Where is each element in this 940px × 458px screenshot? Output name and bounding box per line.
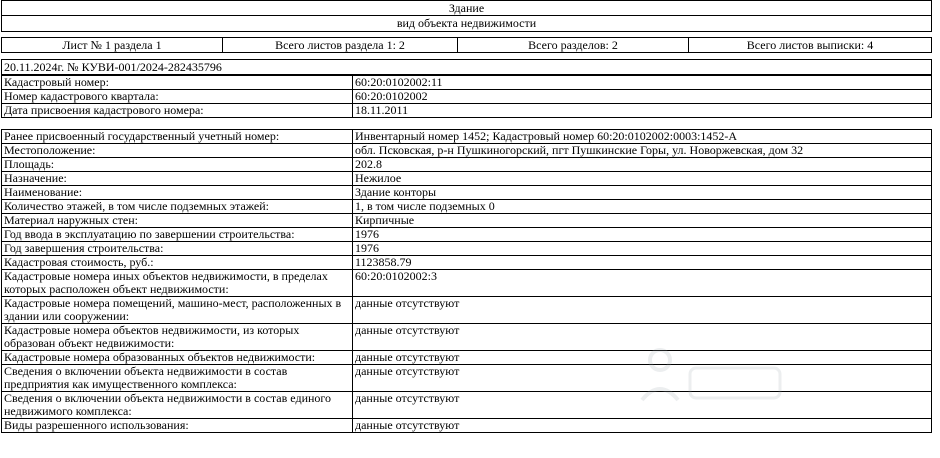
table-row [2,256,932,270]
field-label: Ранее присвоенный государственный учетный номер: [2,130,353,144]
field-label: Дата присвоения кадастрового номера: [2,104,353,118]
table-row [2,365,932,392]
field-value: данные отсутствуют [353,365,932,392]
field-value: данные отсутствуют [353,351,932,365]
field-value: 1976 [353,228,932,242]
field-value: Кирпичные [353,214,932,228]
total-sheets: Всего листов выписки: 4 [689,38,932,53]
field-value: 60:20:0102002 [353,90,932,104]
table-row [2,104,932,118]
field-label: Номер кадастрового квартала: [2,90,353,104]
field-label: Год ввода в эксплуатацию по завершении строительства: [2,228,353,242]
field-label: Кадастровые номера помещений, машино-мест, расположенных в здании или сооружении: [2,297,353,324]
table-row [2,392,932,419]
table-row [2,324,932,351]
table-row [2,351,932,365]
object-type-caption: вид объекта недвижимости [1,15,932,32]
field-label: Назначение: [2,172,353,186]
field-label: Кадастровые номера образованных объектов недвижимости: [2,351,353,365]
field-label: Кадастровая стоимость, руб.: [2,256,353,270]
field-value: данные отсутствуют [353,392,932,419]
field-value: данные отсутствуют [353,419,932,433]
field-label: Материал наружных стен: [2,214,353,228]
field-label: Год завершения строительства: [2,242,353,256]
field-label: Кадастровый номер: [2,76,353,90]
field-value: 1976 [353,242,932,256]
table-row [2,214,932,228]
field-label: Кадастровые номера иных объектов недвижимости, в пределах которых расположен объект недвижимости: [2,270,353,297]
field-label: Местоположение: [2,144,353,158]
field-value: данные отсутствуют [353,324,932,351]
table-row [2,172,932,186]
field-label: Кадастровые номера объектов недвижимости, из которых образован объект недвижимости: [2,324,353,351]
table-row [2,200,932,214]
field-value: обл. Псковская, р-н Пушкиногорский, пгт Пушкинские Горы, ул. Новоржевская, дом 32 [353,144,932,158]
field-value: 60:20:0102002:11 [353,76,932,90]
field-value: 60:20:0102002:3 [353,270,932,297]
table-row [2,158,932,172]
field-value: 202.8 [353,158,932,172]
field-label: Количество этажей, в том числе подземных этажей: [2,200,353,214]
field-value: 18.11.2011 [353,104,932,118]
field-label: Площадь: [2,158,353,172]
sheet-of-section: Лист № 1 раздела 1 [2,38,223,53]
field-value: Здание конторы [353,186,932,200]
table-row [2,90,932,104]
field-label: Виды разрешенного использования: [2,419,353,433]
table-row [2,270,932,297]
properties-table [1,129,932,433]
object-type: Здание [1,0,932,16]
field-label: Наименование: [2,186,353,200]
field-label: Сведения о включении объекта недвижимости в состав предприятия как имущественного комплекса: [2,365,353,392]
table-row [2,76,932,90]
field-value: Инвентарный номер 1452; Кадастровый номер 60:20:0102002:0003:1452-А [353,130,932,144]
field-value: 1, в том числе подземных 0 [353,200,932,214]
field-value: 1123858.79 [353,256,932,270]
table-row [2,130,932,144]
identity-table [1,75,932,118]
field-value: данные отсутствуют [353,297,932,324]
sheets-in-section: Всего листов раздела 1: 2 [223,38,458,53]
table-row [2,228,932,242]
table-row [2,144,932,158]
sheet-info-table [1,37,932,53]
table-row [2,297,932,324]
table-row [2,186,932,200]
field-label: Сведения о включении объекта недвижимости в состав единого недвижимого комплекса: [2,392,353,419]
table-row [2,242,932,256]
field-value: Нежилое [353,172,932,186]
total-sections: Всего разделов: 2 [458,38,689,53]
registration-line: 20.11.2024г. № КУВИ-001/2024-282435796 [1,59,932,75]
table-row [2,419,932,433]
